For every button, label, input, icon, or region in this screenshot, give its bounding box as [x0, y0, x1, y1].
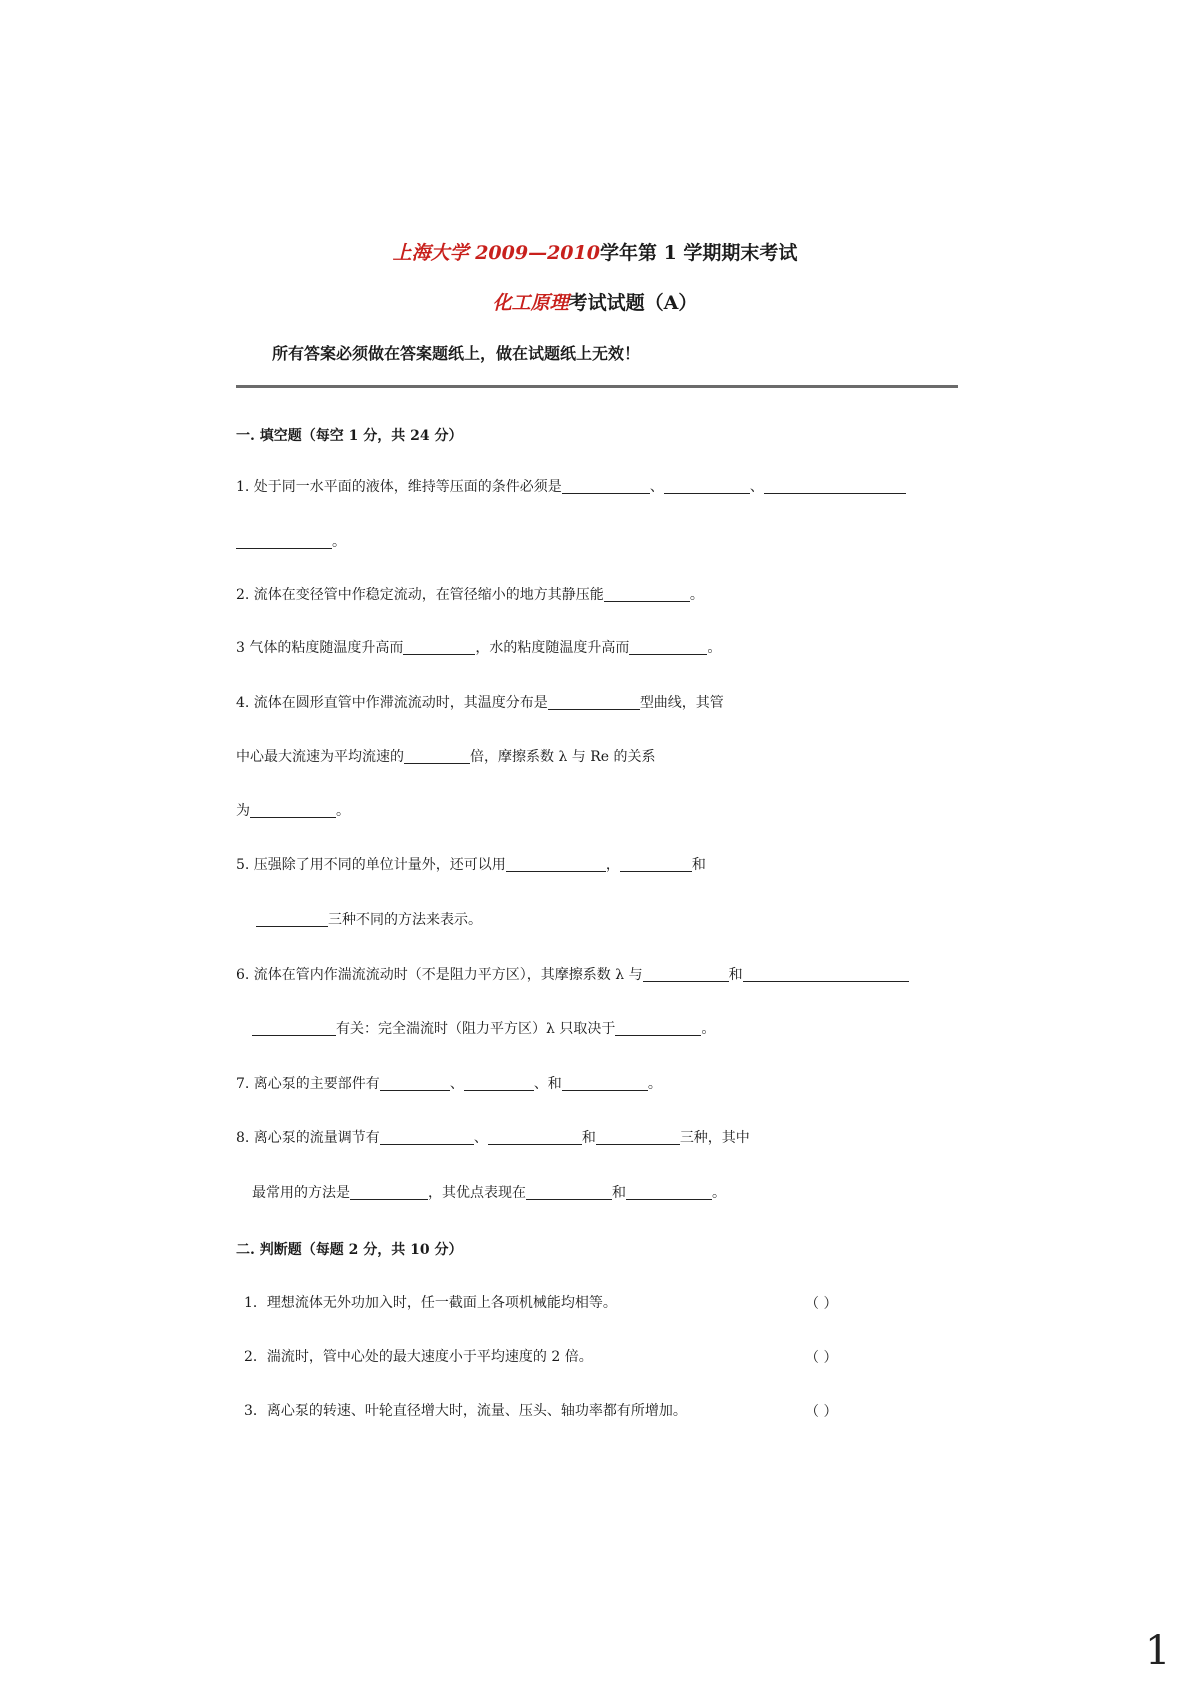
question-3 — [236, 638, 721, 658]
q4-blank-3 — [250, 801, 336, 818]
q5-blank-2 — [620, 855, 692, 872]
q7-blank-2 — [464, 1074, 534, 1091]
question-4-line-3 — [236, 801, 350, 821]
exam-title-university: 上海大学 2009—2010 — [392, 242, 600, 264]
judgement-answer-1: （ ） — [805, 1296, 838, 1312]
q6-text-b: 和 — [728, 967, 743, 983]
q2-end: 。 — [689, 587, 704, 603]
q4-text-d: 倍，摩擦系数 λ 与 Re 的关系 — [470, 749, 656, 765]
q4-text-b: 型曲线，其管 — [639, 695, 724, 711]
q2-blank-1 — [604, 585, 690, 602]
q8-blank-4 — [350, 1183, 428, 1200]
page-number: 1 — [1145, 1628, 1171, 1674]
q1-blank-2 — [664, 477, 750, 494]
q8-text-c: 三种，其中 — [679, 1130, 750, 1146]
question-8-line-2 — [252, 1183, 726, 1203]
q3-text-b: ，水的粘度随温度升高而 — [475, 640, 630, 656]
q6-end: 。 — [701, 1021, 716, 1037]
q5-blank-3 — [256, 910, 328, 927]
section-2-heading: 二. 判断题（每题 2 分，共 10 分） — [236, 1242, 463, 1258]
exam-title — [0, 238, 1190, 265]
q8-text-e: ，其优点表现在 — [428, 1185, 526, 1201]
q1-sep-1: 、 — [649, 479, 664, 495]
exam-title-term: 学年第 1 学期期末考试 — [599, 242, 798, 264]
q3-blank-1 — [403, 638, 475, 655]
q6-blank-1 — [643, 965, 729, 982]
exam-subtitle-course: 化工原理 — [492, 292, 569, 314]
q6-blank-4 — [615, 1019, 701, 1036]
exam-subtitle-paper: 考试试题（A） — [568, 292, 698, 314]
judgement-item-2: 2．湍流时，管中心处的最大速度小于平均速度的 2 倍。 — [244, 1349, 593, 1365]
q8-text-a: 8. 离心泵的流量调节有 — [236, 1130, 380, 1146]
q4-text-a: 4. 流体在圆形直管中作滞流流动时，其温度分布是 — [236, 695, 548, 711]
q3-blank-2 — [629, 638, 707, 655]
q1-sep-2: 、 — [749, 479, 764, 495]
q1-end: 。 — [332, 534, 346, 550]
q8-blank-1 — [380, 1128, 474, 1145]
exam-subtitle — [0, 288, 1190, 315]
q8-sep-1: 、 — [473, 1130, 488, 1146]
question-8-line-1 — [236, 1128, 750, 1148]
q7-blank-3 — [562, 1074, 648, 1091]
question-1-line-2 — [236, 532, 346, 552]
q7-sep-1: 、 — [449, 1076, 464, 1092]
q8-blank-5 — [526, 1183, 612, 1200]
q4-end: 。 — [336, 803, 350, 819]
q1-blank-1 — [562, 477, 650, 494]
q7-end: 。 — [647, 1076, 662, 1092]
q7-text-a: 7. 离心泵的主要部件有 — [236, 1076, 380, 1092]
q6-text-c: 有关：完全湍流时（阻力平方区）λ 只取决于 — [336, 1021, 616, 1037]
q5-sep: ， — [605, 857, 620, 873]
q8-text-f: 和 — [612, 1185, 626, 1201]
q1-blank-4 — [236, 532, 332, 549]
question-6-line-1 — [236, 965, 909, 985]
question-4-line-2 — [236, 747, 656, 767]
q8-text-d: 最常用的方法是 — [252, 1185, 350, 1201]
question-7 — [236, 1074, 662, 1094]
judgement-answer-3: （ ） — [805, 1404, 838, 1420]
q8-text-b: 和 — [581, 1130, 596, 1146]
q7-blank-1 — [380, 1074, 450, 1091]
question-1-line-1 — [236, 477, 906, 497]
q7-sep-2: 、和 — [533, 1076, 562, 1092]
q6-blank-2 — [743, 965, 909, 982]
answer-notice: 所有答案必须做在答案题纸上，做在试题纸上无效！ — [272, 344, 641, 363]
q6-text-a: 6. 流体在管内作湍流流动时（不是阻力平方区），其摩擦系数 λ 与 — [236, 967, 643, 983]
q8-end: 。 — [712, 1185, 726, 1201]
q5-text-b: 和 — [691, 857, 706, 873]
question-2 — [236, 585, 704, 605]
judgement-answer-2: （ ） — [805, 1350, 838, 1366]
q5-text-a: 5. 压强除了用不同的单位计量外，还可以用 — [236, 857, 506, 873]
question-5-line-1 — [236, 855, 706, 875]
q8-blank-3 — [596, 1128, 680, 1145]
q4-blank-1 — [548, 693, 640, 710]
q6-blank-3 — [252, 1019, 336, 1036]
q1-text: 1. 处于同一水平面的液体，维持等压面的条件必须是 — [236, 479, 562, 495]
q8-blank-2 — [488, 1128, 582, 1145]
q5-text-c: 三种不同的方法来表示。 — [328, 912, 482, 928]
header-divider — [236, 385, 958, 388]
q2-text: 2. 流体在变径管中作稳定流动，在管径缩小的地方其静压能 — [236, 587, 604, 603]
q4-blank-2 — [404, 747, 470, 764]
question-6-line-2 — [252, 1019, 715, 1039]
q3-end: 。 — [707, 640, 722, 656]
q1-blank-3 — [764, 477, 906, 494]
q8-blank-6 — [626, 1183, 712, 1200]
q5-blank-1 — [506, 855, 606, 872]
q4-text-e: 为 — [236, 803, 250, 819]
q3-text-a: 3 气体的粘度随温度升高而 — [236, 640, 404, 656]
judgement-item-1: 1．理想流体无外功加入时，任一截面上各项机械能均相等。 — [244, 1295, 617, 1311]
q4-text-c: 中心最大流速为平均流速的 — [236, 749, 404, 765]
question-5-line-2 — [256, 910, 482, 930]
question-4-line-1 — [236, 693, 724, 713]
judgement-item-3: 3．离心泵的转速、叶轮直径增大时，流量、压头、轴功率都有所增加。 — [244, 1403, 687, 1419]
section-1-heading: 一. 填空题（每空 1 分，共 24 分） — [236, 428, 463, 444]
